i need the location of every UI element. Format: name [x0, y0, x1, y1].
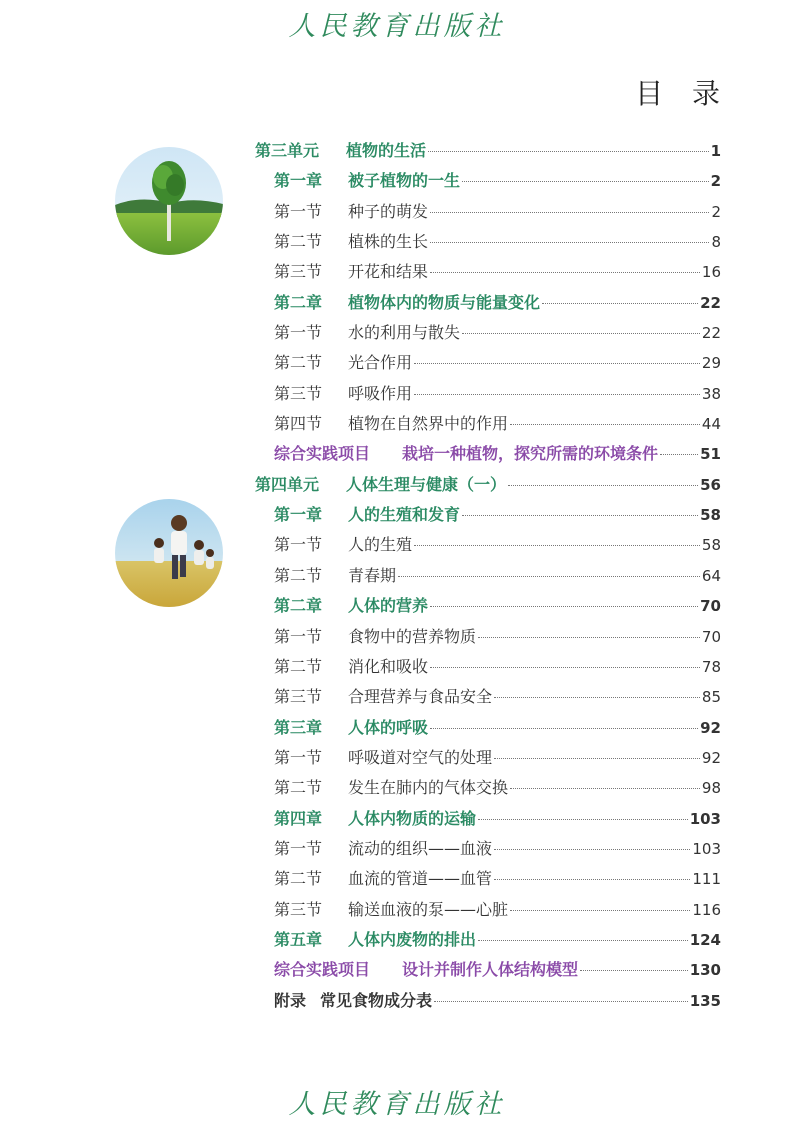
toc-entry-page: 98	[701, 779, 721, 798]
toc-entry-title: 植物的生活	[346, 141, 427, 160]
toc-entry-page: 70	[700, 597, 721, 616]
toc-entry-title: 人体的呼吸	[348, 717, 429, 737]
toc-entry-title: 水的利用与散失	[348, 323, 461, 343]
dot-leader	[414, 363, 700, 364]
dot-leader	[508, 485, 698, 486]
dot-leader	[494, 849, 690, 850]
toc-entry-number: 第二节	[274, 778, 323, 798]
dot-leader	[430, 272, 700, 273]
toc-entry-title: 人体的营养	[348, 596, 429, 616]
toc-entry-title: 被子植物的一生	[348, 171, 461, 191]
toc-entry-number: 第二章	[274, 292, 323, 312]
toc-entry-unit[interactable]	[255, 136, 721, 166]
dot-leader	[478, 940, 688, 941]
toc-entry-number: 综合实践项目	[274, 960, 371, 980]
toc-entry-page: 64	[701, 566, 721, 585]
toc-entry-title: 人体内物质的运输	[348, 808, 477, 828]
dot-leader	[510, 910, 690, 911]
toc-entry-section[interactable]	[255, 682, 721, 712]
toc-entry-page: 2	[711, 202, 721, 221]
toc-entry-number: 第一节	[274, 747, 323, 767]
toc-entry-section[interactable]	[255, 622, 721, 652]
toc-entry-number: 第三节	[274, 687, 323, 707]
toc-entry-page: 58	[700, 506, 721, 525]
toc-entry-chapter[interactable]	[255, 713, 721, 743]
dot-leader	[478, 819, 688, 820]
toc-entry-title: 呼吸道对空气的处理	[348, 747, 493, 767]
toc-entry-section[interactable]	[255, 257, 721, 287]
toc-entry-title: 栽培一种植物，探究所需的环境条件	[402, 444, 659, 464]
dot-leader	[430, 242, 709, 243]
toc-entry-number: 第二节	[274, 565, 323, 585]
toc-entry-number: 第一节	[274, 201, 323, 221]
dot-leader	[542, 303, 698, 304]
toc-entry-title: 发生在肺内的气体交换	[348, 778, 509, 798]
toc-entry-title: 开花和结果	[348, 262, 429, 282]
toc-entry-section[interactable]	[255, 348, 721, 378]
toc-entry-number: 第一章	[274, 171, 323, 191]
toc-entry-page: 116	[692, 900, 721, 919]
dot-leader	[494, 697, 700, 698]
toc-entry-section[interactable]	[255, 743, 721, 773]
toc-entry-title: 合理营养与食品安全	[348, 687, 493, 707]
children-photo-graphic	[115, 499, 223, 607]
toc-entry-chapter[interactable]	[255, 804, 721, 834]
toc-entry-title: 设计并制作人体结构模型	[402, 960, 579, 980]
toc-entry-number: 附录	[274, 990, 307, 1010]
toc-entry-section[interactable]	[255, 561, 721, 591]
toc-entry-project[interactable]	[255, 955, 721, 985]
toc-entry-page: 70	[701, 627, 721, 646]
toc-entry-unit[interactable]	[255, 470, 721, 500]
toc-entry-number: 第三节	[274, 262, 323, 282]
toc-entry-page: 103	[689, 809, 721, 828]
dot-leader	[430, 212, 709, 213]
toc-entry-page: 8	[711, 233, 721, 252]
toc-entry-page: 51	[700, 445, 721, 464]
toc-entry-project[interactable]	[255, 439, 721, 469]
tree-photo-graphic	[115, 147, 223, 255]
dot-leader	[462, 181, 709, 182]
toc-entry-title: 人体内废物的排出	[348, 929, 477, 949]
toc-entry-title: 植株的生长	[348, 232, 429, 252]
toc-entry-number: 第一章	[274, 505, 323, 525]
dot-leader	[414, 394, 700, 395]
toc-entry-page: 130	[689, 961, 721, 980]
dot-leader	[398, 576, 700, 577]
toc-entry-chapter[interactable]	[255, 925, 721, 955]
dot-leader	[462, 515, 698, 516]
toc-entry-page: 92	[700, 718, 721, 737]
toc-entry-number: 第四单元	[255, 474, 320, 494]
toc-entry-number: 第三节	[274, 899, 323, 919]
toc-entry-page: 111	[692, 870, 721, 889]
toc-entry-title: 植物体内的物质与能量变化	[348, 292, 541, 312]
toc-entry-title: 人的生殖和发育	[348, 505, 461, 525]
dot-leader	[660, 454, 698, 455]
publisher-logo-footer: 人民教育出版社	[288, 1089, 506, 1120]
toc-entry-number: 第一节	[274, 535, 323, 555]
toc-entry-number: 第三章	[274, 717, 323, 737]
toc-entry-title: 输送血液的泵——心脏	[348, 899, 509, 919]
dot-leader	[510, 424, 700, 425]
dot-leader	[478, 637, 700, 638]
toc-entry-page: 135	[689, 991, 721, 1010]
toc-entry-page: 124	[689, 930, 721, 949]
running-children-photo	[115, 499, 223, 607]
toc-entry-number: 第三单元	[255, 141, 320, 160]
toc-entry-title: 常见食物成分表	[320, 990, 433, 1010]
toc-entry-section[interactable]	[255, 652, 721, 682]
toc-entry-title: 消化和吸收	[348, 656, 429, 676]
toc-entry-page: 85	[701, 688, 721, 707]
toc-entry-title: 呼吸作用	[348, 383, 413, 403]
toc-entry-page: 103	[692, 839, 721, 858]
dot-leader	[462, 333, 700, 334]
dot-leader	[430, 728, 698, 729]
toc-entry-section[interactable]	[255, 227, 721, 257]
toc-entry-title: 血流的管道——血管	[348, 869, 493, 889]
toc-entry-title: 人的生殖	[348, 535, 413, 555]
toc-entry-page: 22	[701, 324, 721, 343]
toc-entry-title: 青春期	[348, 565, 397, 585]
toc-entry-section[interactable]	[255, 864, 721, 894]
toc-entry-section[interactable]	[255, 409, 721, 439]
dot-leader	[430, 667, 700, 668]
dot-leader	[580, 970, 688, 971]
toc-entry-section[interactable]	[255, 773, 721, 803]
toc-entry-page: 2	[710, 172, 721, 191]
toc-entry-title: 食物中的营养物质	[348, 626, 477, 646]
dot-leader	[494, 879, 690, 880]
toc-entry-number: 综合实践项目	[274, 444, 371, 464]
toc-entry-title: 人体生理与健康（一）	[346, 474, 507, 494]
toc-entry-title: 流动的组织——血液	[348, 838, 493, 858]
toc-entry-number: 第三节	[274, 383, 323, 403]
toc-entry-number: 第四节	[274, 414, 323, 434]
toc-entry-section[interactable]	[255, 530, 721, 560]
dot-leader	[494, 758, 700, 759]
toc-entry-section[interactable]	[255, 197, 721, 227]
toc-entry-number: 第二节	[274, 232, 323, 252]
tree-on-grassland-photo	[115, 147, 223, 255]
toc-entry-title: 植物在自然界中的作用	[348, 414, 509, 434]
toc-entry-number: 第四章	[274, 808, 323, 828]
toc-entry-number: 第二节	[274, 869, 323, 889]
page-title: 目 录	[635, 77, 730, 110]
toc-entry-section[interactable]	[255, 379, 721, 409]
toc-entry-page: 58	[701, 536, 721, 555]
toc-entry-section[interactable]	[255, 895, 721, 925]
toc-entry-page: 1	[710, 142, 721, 160]
toc-entry-title: 光合作用	[348, 353, 413, 373]
toc-entry-chapter[interactable]	[255, 500, 721, 530]
publisher-logo-header: 人民教育出版社	[288, 11, 506, 42]
toc-entry-page: 16	[701, 263, 721, 282]
toc-entry-number: 第五章	[274, 929, 323, 949]
toc-entry-section[interactable]	[255, 318, 721, 348]
toc-entry-number: 第二节	[274, 353, 323, 373]
toc-entry-chapter[interactable]	[255, 166, 721, 196]
toc-entry-number: 第一节	[274, 838, 323, 858]
dot-leader	[434, 1001, 688, 1002]
dot-leader	[428, 151, 709, 152]
toc-entry-section[interactable]	[255, 834, 721, 864]
toc-entry-page: 44	[701, 415, 721, 434]
dot-leader	[430, 606, 698, 607]
toc-entry-number: 第二章	[274, 596, 323, 616]
toc-entry-number: 第二节	[274, 656, 323, 676]
toc-entry-chapter[interactable]	[255, 591, 721, 621]
toc-entry-page: 38	[701, 384, 721, 403]
toc-entry-appendix[interactable]	[255, 986, 721, 1016]
toc-entry-page: 78	[701, 657, 721, 676]
toc-entry-page: 22	[700, 293, 721, 312]
dot-leader	[414, 545, 700, 546]
dot-leader	[510, 788, 700, 789]
toc-entry-page: 56	[700, 475, 721, 494]
toc-entry-number: 第一节	[274, 323, 323, 343]
toc-entry-title: 种子的萌发	[348, 201, 429, 221]
toc-entry-number: 第一节	[274, 626, 323, 646]
toc-entry-page: 92	[701, 748, 721, 767]
toc-entry-chapter[interactable]	[255, 288, 721, 318]
toc-entry-page: 29	[701, 354, 721, 373]
table-of-contents	[255, 136, 721, 1016]
